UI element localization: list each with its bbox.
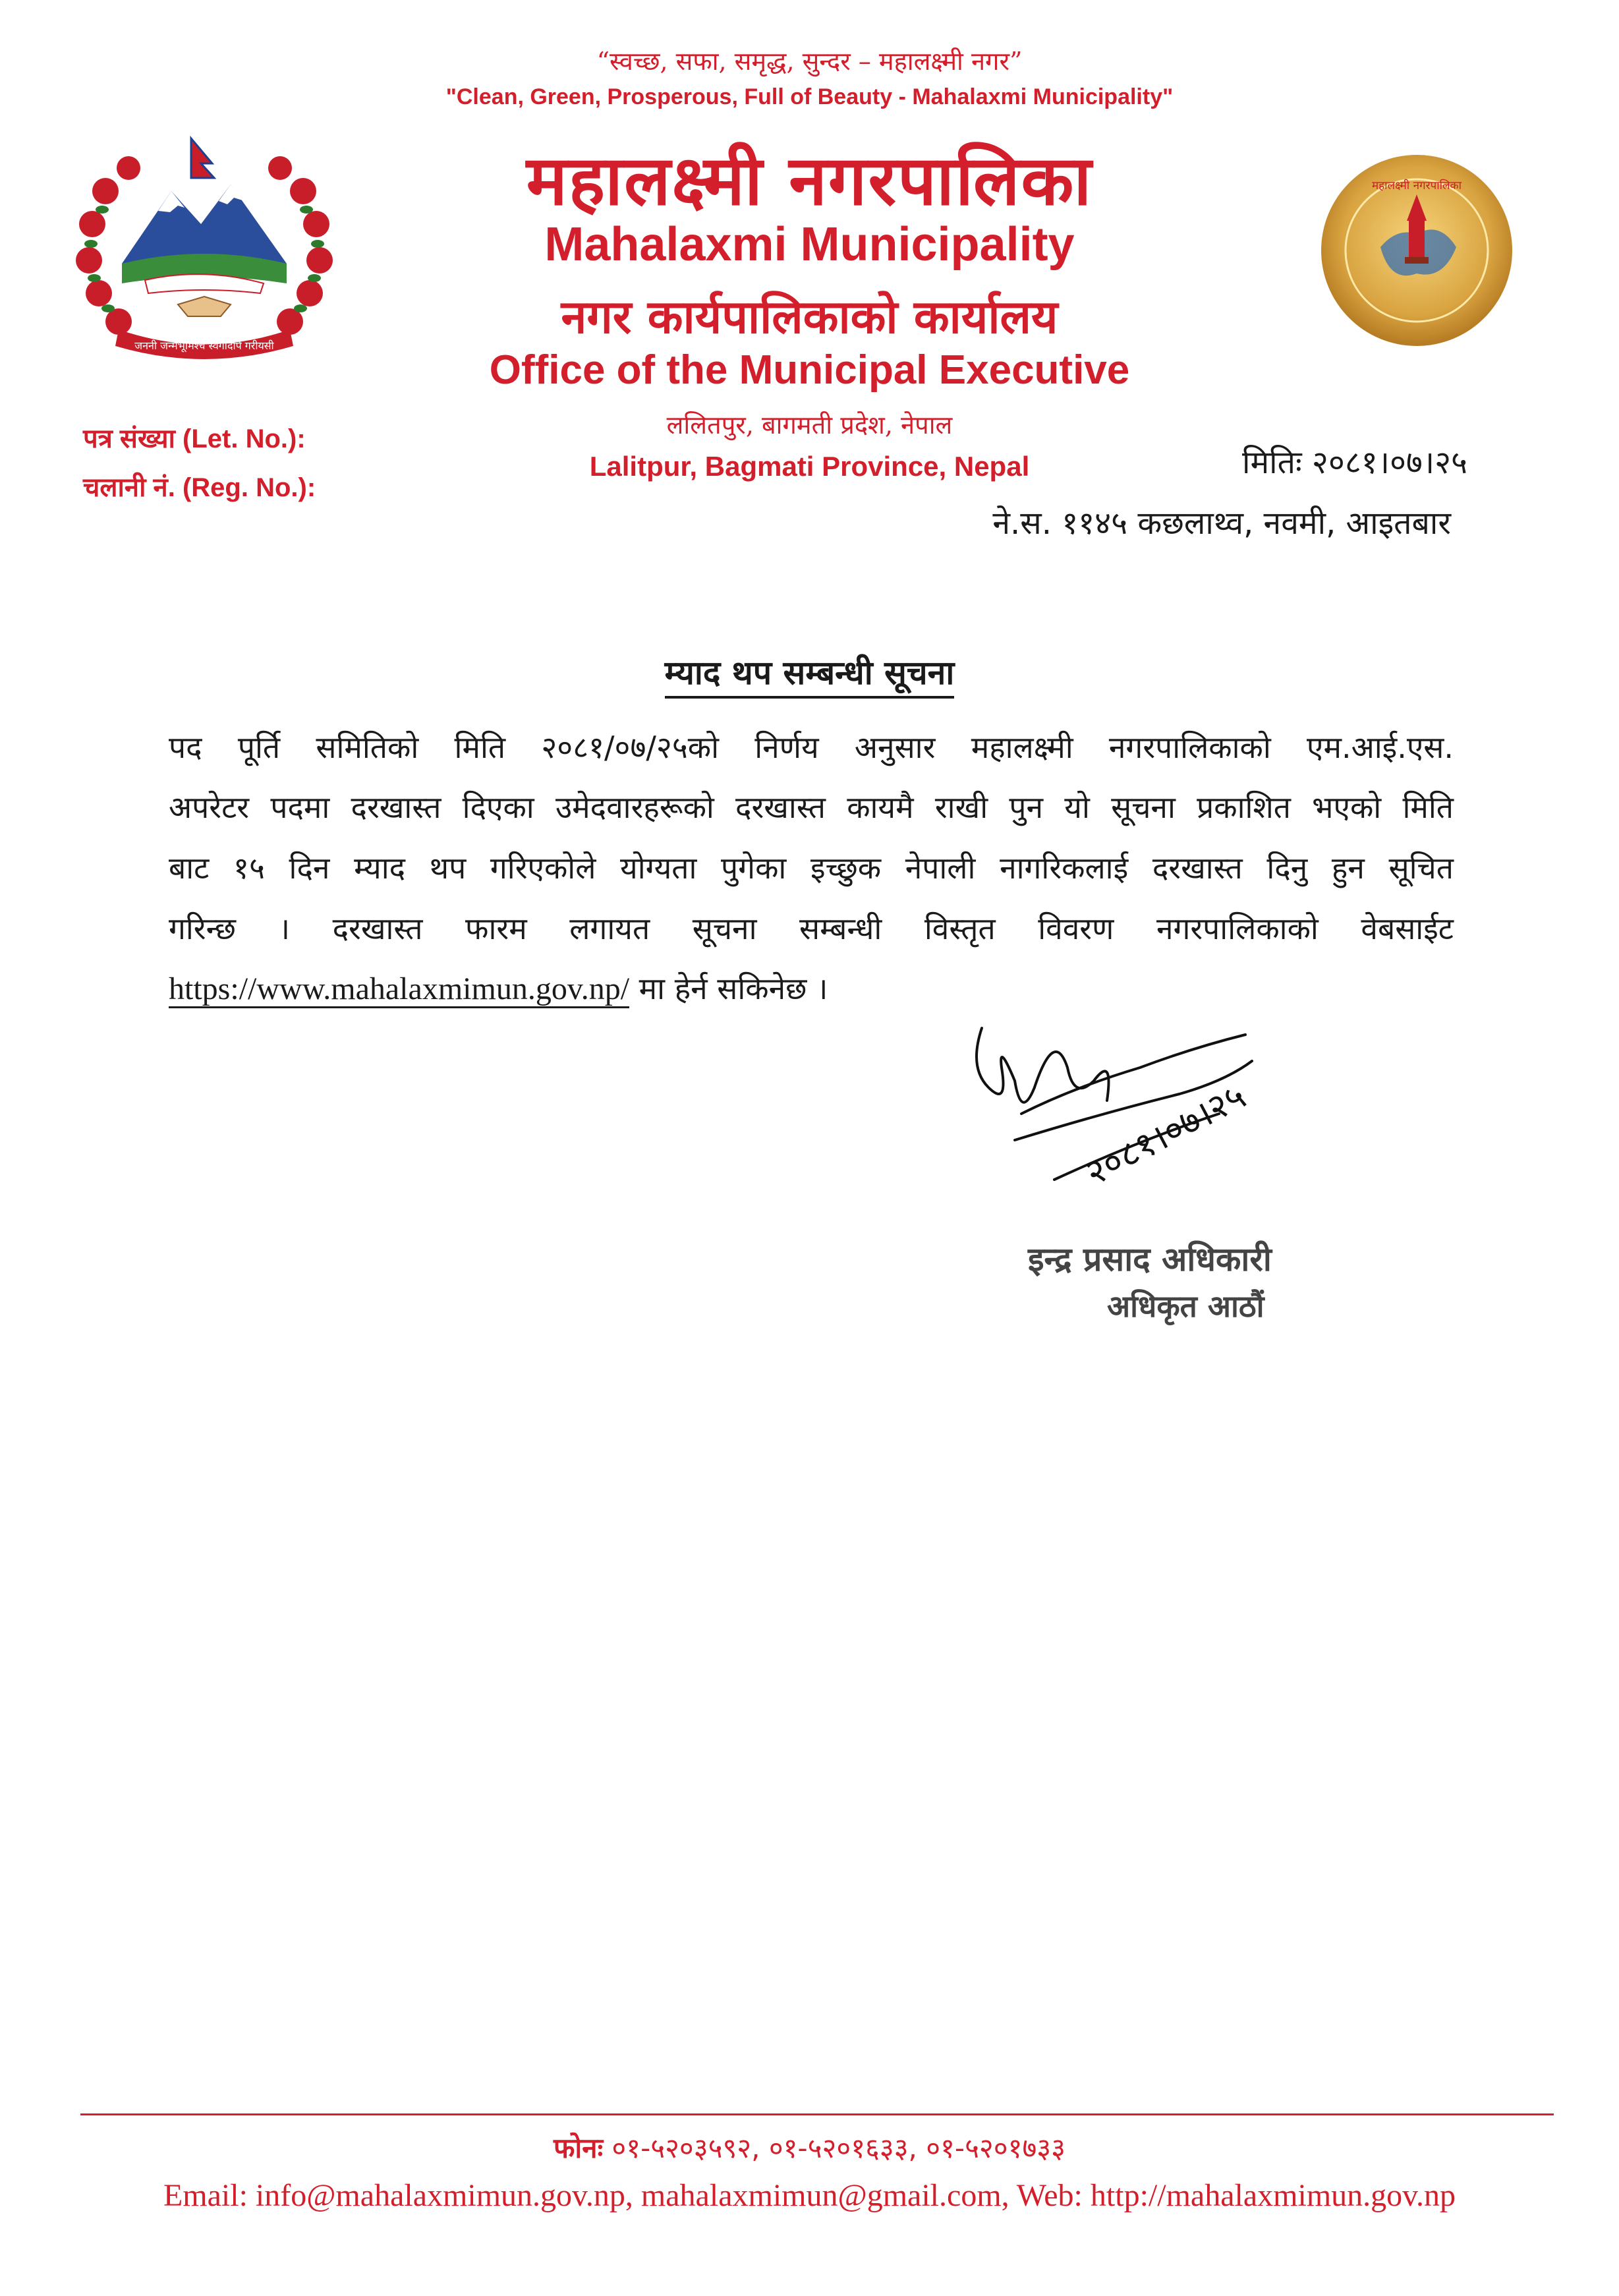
address-nepali: ललितपुर, बागमती प्रदेश, नेपाल: [666, 411, 953, 440]
signer-designation: अधिकृत आठौं: [1107, 1288, 1264, 1324]
phone-label: फोनः: [554, 2132, 604, 2164]
address-english: Lalitpur, Bagmati Province, Nepal: [589, 451, 1030, 482]
municipality-title-english: Mahalaxmi Municipality: [544, 218, 1075, 271]
footer-contact: Email: info@mahalaxmimun.gov.np, mahalaxmimun@gmail.com, Web: http://mahalaxmimun.gov.np: [163, 2178, 1456, 2213]
svg-text:२०८१।०७।२५: २०८१।०७।२५: [1078, 1075, 1253, 1194]
notice-body-line: गरिन्छ । दरखास्त फारम लगायत सूचना सम्बन्धी विस्तृत विवरण नगरपालिकाको वेबसाईट: [169, 911, 1454, 946]
municipality-title-nepali: महालक्ष्मी नगरपालिका: [526, 140, 1093, 221]
signer-name: इन्द्र प्रसाद अधिकारी: [1028, 1240, 1272, 1278]
nepal-sambat-date: ने.स. ११४५ कछलाथ्व, नवमी, आइतबार: [992, 505, 1451, 542]
office-title-english: Office of the Municipal Executive: [489, 347, 1130, 393]
municipality-logo-icon: [1318, 148, 1516, 353]
nepal-emblem-icon: [66, 132, 343, 369]
registration-number-label: चलानी नं. (Reg. No.):: [83, 473, 316, 502]
notice-body-line: पद पूर्ति समितिको मिति २०८१/०७/२५को निर्णय अनुसार महालक्ष्मी नगरपालिकाको एम.आई.एस.: [169, 730, 1454, 765]
signature-drawing: [942, 989, 1311, 1265]
svg-text:महालक्ष्मी नगरपालिका: महालक्ष्मी नगरपालिका: [1371, 179, 1462, 192]
footer-divider: [80, 2113, 1554, 2115]
website-link[interactable]: https://www.mahalaxmimun.gov.np/: [169, 971, 629, 1008]
letter-date: मितिः २०८१।०७।२५: [1242, 444, 1467, 481]
letter-number-label: पत्र संख्या (Let. No.):: [83, 424, 306, 453]
notice-title: [0, 649, 1619, 694]
phone-numbers: ०१-५२०३५९२, ०१-५२०१६३३, ०१-५२०१७३३: [611, 2132, 1065, 2164]
footer-phone: [0, 2129, 1619, 2166]
notice-body-suffix: मा हेर्न सकिनेछ ।: [629, 971, 828, 1006]
slogan-nepali: “स्वच्छ, सफा, समृद्ध, सुन्दर – महालक्ष्मी नगर”: [596, 47, 1023, 76]
office-title-nepali: नगर कार्यपालिकाको कार्यालय: [561, 290, 1058, 344]
slogan-english: "Clean, Green, Prosperous, Full of Beauty - Mahalaxmi Municipality": [445, 84, 1174, 109]
svg-text:जननी जन्मभूमिश्च स्वर्गादपि गर: जननी जन्मभूमिश्च स्वर्गादपि गरीयसी: [134, 339, 274, 352]
notice-body-line: अपरेटर पदमा दरखास्त दिएका उमेदवारहरूको दरखास्त कायमै राखी पुन यो सूचना प्रकाशित भएको मिति: [169, 789, 1454, 825]
notice-title-text: म्याद थप सम्बन्धी सूचना: [665, 654, 955, 699]
notice-body-line: बाट १५ दिन म्याद थप गरिएकोले योग्यता पुगेका इच्छुक नेपाली नागरिकलाई दरखास्त दिनु हुन सूचित: [169, 850, 1454, 886]
